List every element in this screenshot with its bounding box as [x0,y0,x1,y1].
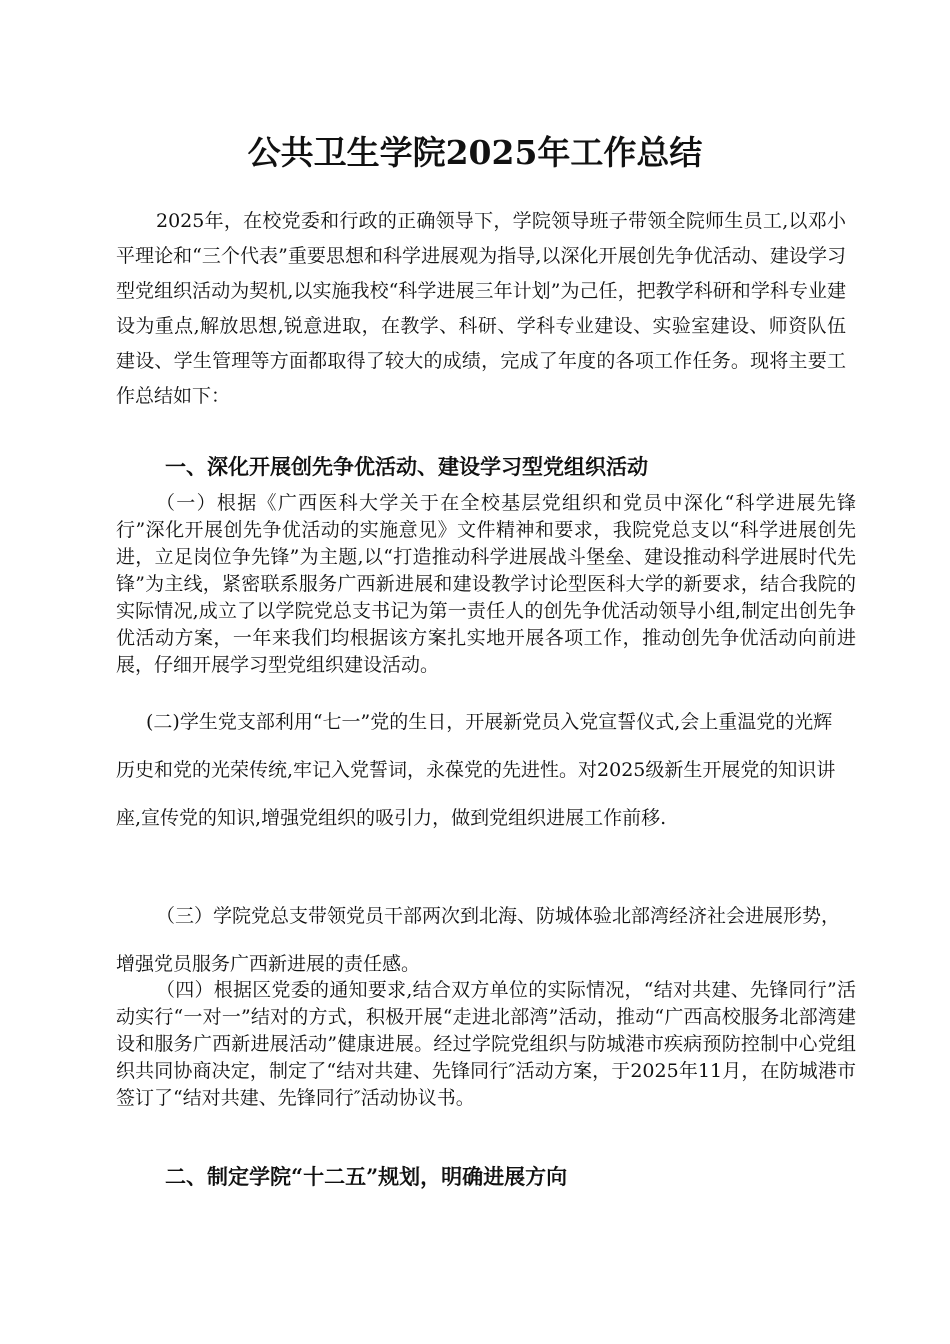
paragraph-1: （一）根据《广西医科大学关于在全校基层党组织和党员中深化“科学进展先锋行”深化开展创先争优活动的实施意见》文件精神和要求，我院党总支以“科学进展创先进，立足岗位争先锋”为主题,以“打造推动科学进展战斗堡垒、建设推动科学进展时代先锋”为主线，紧密联系服务广西新进展和建设教学讨论型医科大学的新要求，结合我院的实际情况,成立了以学院党总支书记为第一责任人的创先争优活动领导小组,制定出创先争优活动方案，一年来我们均根据该方案扎实地开展各项工作，推动创先争优活动向前进展，仔细开展学习型党组织建设活动。 [116,492,856,676]
paragraph-4: （四）根据区党委的通知要求,结合双方单位的实际情况，“结对共建、先锋同行”活动实行“一对一”结对的方式，积极开展“走进北部湾”活动，推动“广西高校服务北部湾建设和服务广西新进展活动”健康进展。经过学院党组织与防城港市疾病预防控制中心党组织共同协商决定，制定了“结对共建、先锋同行″活动方案，于2025年11月，在防城港市签订了“结对共建、先锋同行″活动协议书。 [116,979,856,1109]
paragraph-2: (二)学生党支部利用“七一”党的生日，开展新党员入党宣誓仪式,会上重温党的光辉历史和党的光荣传统,牢记入党誓词，永葆党的先进性。对2025级新生开展党的知识讲座,宣传党的知识,增强党组织的吸引力，做到党组织进展工作前移. [116,711,836,829]
paragraph-3: （三）学院党总支带领党员干部两次到北海、防城体验北部湾经济社会进展形势，增强党员服务广西新进展的责任感。 [116,905,841,975]
section-heading-2: 二、制定学院“十二五”规划，明确进展方向 [165,1164,568,1189]
intro-paragraph: 2025年，在校党委和行政的正确领导下，学院领导班子带领全院师生员工,以邓小平理论和“三个代表”重要思想和科学进展观为指导,以深化开展创先争优活动、建设学习型党组织活动为契机,以实施我校“科学进展三年计划”为己任，把教学科研和学科专业建设为重点,解放思想,锐意进取，在教学、科研、学科专业建设、实验室建设、师资队伍建设、学生管理等方面都取得了较大的成绩，完成了年度的各项工作任务。现将主要工作总结如下： [116,210,846,407]
document-title: 公共卫生学院2025年工作总结 [247,133,703,172]
section-heading-1: 一、深化开展创先争优活动、建设学习型党组织活动 [165,454,648,479]
